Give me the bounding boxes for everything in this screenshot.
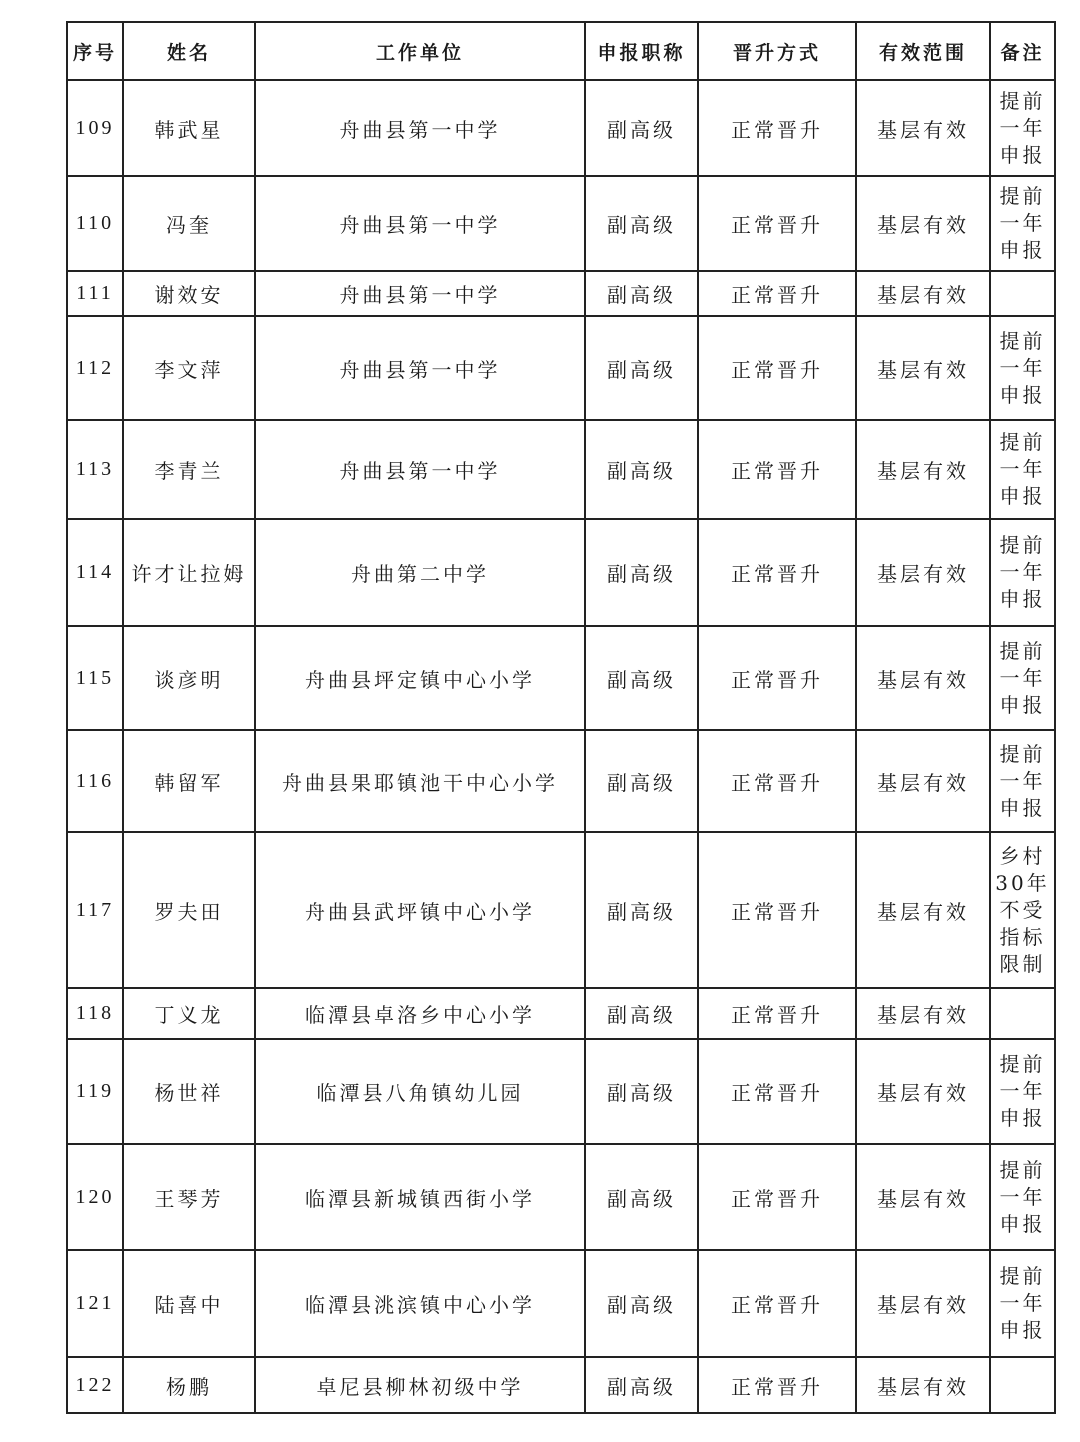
cell-name: 李青兰 xyxy=(123,420,255,519)
note-line: 提前 xyxy=(999,88,1046,113)
cell-name: 韩留军 xyxy=(123,730,255,832)
cell-unit: 舟曲县第一中学 xyxy=(255,176,585,271)
cell-title: 副高级 xyxy=(585,832,698,988)
header-row xyxy=(67,22,1055,80)
note-line: 提前 xyxy=(999,328,1046,353)
cell-name: 杨世祥 xyxy=(123,1039,255,1144)
cell-method: 正常晋升 xyxy=(698,1357,856,1413)
cell-name: 李文萍 xyxy=(123,316,255,420)
cell-unit: 临潭县洮滨镇中心小学 xyxy=(255,1250,585,1357)
cell-name: 谈彦明 xyxy=(123,626,255,730)
cell-scope: 基层有效 xyxy=(856,730,990,832)
cell-no: 122 xyxy=(67,1357,123,1413)
cell-name: 许才让拉姆 xyxy=(123,519,255,626)
note-line: 乡村 xyxy=(999,843,1046,868)
table-row xyxy=(67,420,1055,519)
table-row xyxy=(67,1357,1055,1413)
note-line: 30年 xyxy=(995,870,1050,895)
cell-title: 副高级 xyxy=(585,988,698,1039)
header-no: 序号 xyxy=(67,22,123,80)
cell-method: 正常晋升 xyxy=(698,420,856,519)
cell-note xyxy=(990,420,1055,519)
header-name: 姓名 xyxy=(123,22,255,80)
cell-method: 正常晋升 xyxy=(698,316,856,420)
note-line: 申报 xyxy=(999,142,1046,167)
table-row xyxy=(67,988,1055,1039)
cell-name: 王琴芳 xyxy=(123,1144,255,1250)
cell-note xyxy=(990,1357,1055,1413)
cell-name: 韩武星 xyxy=(123,80,255,176)
cell-scope: 基层有效 xyxy=(856,1357,990,1413)
note-line: 一年 xyxy=(999,560,1046,584)
cell-no: 120 xyxy=(67,1144,123,1250)
cell-method: 正常晋升 xyxy=(698,988,856,1039)
cell-scope: 基层有效 xyxy=(856,988,990,1039)
cell-no: 115 xyxy=(67,626,123,730)
cell-no: 121 xyxy=(67,1250,123,1357)
note-line: 限制 xyxy=(999,951,1046,976)
note-line: 提前 xyxy=(999,741,1046,766)
note-line: 一年 xyxy=(999,665,1046,690)
cell-no: 116 xyxy=(67,730,123,832)
cell-note xyxy=(990,271,1055,316)
note-line: 一年 xyxy=(999,115,1046,140)
cell-no: 111 xyxy=(67,271,123,316)
note-line: 提前 xyxy=(999,184,1046,208)
table-row xyxy=(67,1250,1055,1357)
table-row xyxy=(67,316,1055,420)
note-line: 提前 xyxy=(999,533,1046,557)
cell-title: 副高级 xyxy=(585,1250,698,1357)
note-line: 一年 xyxy=(999,1184,1046,1209)
note-line: 申报 xyxy=(999,484,1046,508)
note-line: 申报 xyxy=(999,1318,1046,1342)
table-row xyxy=(67,832,1055,988)
note-line: 一年 xyxy=(999,768,1046,793)
cell-title: 副高级 xyxy=(585,1144,698,1250)
cell-note xyxy=(990,1144,1055,1250)
note-line: 申报 xyxy=(999,692,1046,717)
note-line: 提前 xyxy=(999,1052,1046,1076)
note-line: 一年 xyxy=(999,355,1046,380)
cell-no: 112 xyxy=(67,316,123,420)
cell-method: 正常晋升 xyxy=(698,519,856,626)
cell-unit: 临潭县八角镇幼儿园 xyxy=(255,1039,585,1144)
note-line: 提前 xyxy=(999,430,1046,454)
cell-note xyxy=(990,988,1055,1039)
cell-scope: 基层有效 xyxy=(856,420,990,519)
cell-unit: 舟曲县坪定镇中心小学 xyxy=(255,626,585,730)
cell-name: 罗夫田 xyxy=(123,832,255,988)
cell-title: 副高级 xyxy=(585,1357,698,1413)
cell-name: 谢效安 xyxy=(123,271,255,316)
cell-method: 正常晋升 xyxy=(698,1144,856,1250)
header-method: 晋升方式 xyxy=(698,22,856,80)
note-line: 提前 xyxy=(999,1264,1046,1288)
cell-title: 副高级 xyxy=(585,176,698,271)
note-line: 一年 xyxy=(999,211,1046,235)
cell-unit: 临潭县卓洛乡中心小学 xyxy=(255,988,585,1039)
table-row xyxy=(67,519,1055,626)
table-body xyxy=(67,80,1055,1413)
cell-unit: 舟曲县第一中学 xyxy=(255,80,585,176)
cell-method: 正常晋升 xyxy=(698,730,856,832)
cell-no: 117 xyxy=(67,832,123,988)
cell-scope: 基层有效 xyxy=(856,1250,990,1357)
cell-method: 正常晋升 xyxy=(698,80,856,176)
header-note: 备注 xyxy=(990,22,1055,80)
table-row xyxy=(67,730,1055,832)
cell-title: 副高级 xyxy=(585,626,698,730)
note-line: 申报 xyxy=(999,795,1046,820)
note-line: 申报 xyxy=(999,1106,1046,1130)
cell-title: 副高级 xyxy=(585,519,698,626)
note-line: 申报 xyxy=(999,382,1046,407)
cell-note xyxy=(990,730,1055,832)
cell-unit: 舟曲县果耶镇池干中心小学 xyxy=(255,730,585,832)
note-line: 一年 xyxy=(999,1079,1046,1103)
cell-unit: 卓尼县柳林初级中学 xyxy=(255,1357,585,1413)
cell-scope: 基层有效 xyxy=(856,832,990,988)
cell-method: 正常晋升 xyxy=(698,832,856,988)
note-line: 指标 xyxy=(999,924,1046,949)
cell-title: 副高级 xyxy=(585,1039,698,1144)
cell-title: 副高级 xyxy=(585,271,698,316)
cell-title: 副高级 xyxy=(585,730,698,832)
cell-unit: 舟曲县第一中学 xyxy=(255,420,585,519)
cell-title: 副高级 xyxy=(585,420,698,519)
cell-no: 110 xyxy=(67,176,123,271)
roster-table xyxy=(66,21,1056,1414)
cell-no: 118 xyxy=(67,988,123,1039)
header-title: 申报职称 xyxy=(585,22,698,80)
table-row xyxy=(67,271,1055,316)
cell-note xyxy=(990,626,1055,730)
cell-method: 正常晋升 xyxy=(698,626,856,730)
note-line: 一年 xyxy=(999,457,1046,481)
table-row xyxy=(67,176,1055,271)
cell-scope: 基层有效 xyxy=(856,626,990,730)
cell-scope: 基层有效 xyxy=(856,1144,990,1250)
cell-name: 陆喜中 xyxy=(123,1250,255,1357)
cell-unit: 舟曲县武坪镇中心小学 xyxy=(255,832,585,988)
cell-note xyxy=(990,316,1055,420)
cell-note xyxy=(990,519,1055,626)
cell-scope: 基层有效 xyxy=(856,519,990,626)
header-unit: 工作单位 xyxy=(255,22,585,80)
table-row xyxy=(67,1144,1055,1250)
cell-no: 113 xyxy=(67,420,123,519)
cell-title: 副高级 xyxy=(585,316,698,420)
table-row xyxy=(67,626,1055,730)
cell-scope: 基层有效 xyxy=(856,1039,990,1144)
cell-name: 丁义龙 xyxy=(123,988,255,1039)
cell-unit: 临潭县新城镇西街小学 xyxy=(255,1144,585,1250)
cell-note xyxy=(990,1039,1055,1144)
cell-name: 杨鹏 xyxy=(123,1357,255,1413)
cell-title: 副高级 xyxy=(585,80,698,176)
cell-name: 冯奎 xyxy=(123,176,255,271)
cell-note xyxy=(990,1250,1055,1357)
note-line: 提前 xyxy=(999,1157,1046,1182)
note-line: 不受 xyxy=(999,897,1046,922)
cell-unit: 舟曲县第一中学 xyxy=(255,316,585,420)
cell-note xyxy=(990,80,1055,176)
cell-no: 109 xyxy=(67,80,123,176)
table-row xyxy=(67,80,1055,176)
cell-scope: 基层有效 xyxy=(856,316,990,420)
cell-no: 114 xyxy=(67,519,123,626)
note-line: 申报 xyxy=(999,1211,1046,1236)
cell-scope: 基层有效 xyxy=(856,176,990,271)
cell-method: 正常晋升 xyxy=(698,271,856,316)
cell-no: 119 xyxy=(67,1039,123,1144)
cell-method: 正常晋升 xyxy=(698,1039,856,1144)
note-line: 申报 xyxy=(999,587,1046,611)
cell-unit: 舟曲第二中学 xyxy=(255,519,585,626)
cell-method: 正常晋升 xyxy=(698,1250,856,1357)
cell-unit: 舟曲县第一中学 xyxy=(255,271,585,316)
note-line: 一年 xyxy=(999,1291,1046,1315)
table-row xyxy=(67,1039,1055,1144)
cell-note xyxy=(990,832,1055,988)
cell-method: 正常晋升 xyxy=(698,176,856,271)
cell-scope: 基层有效 xyxy=(856,271,990,316)
note-line: 申报 xyxy=(999,238,1046,262)
note-line: 提前 xyxy=(999,638,1046,663)
cell-scope: 基层有效 xyxy=(856,80,990,176)
header-scope: 有效范围 xyxy=(856,22,990,80)
cell-note xyxy=(990,176,1055,271)
